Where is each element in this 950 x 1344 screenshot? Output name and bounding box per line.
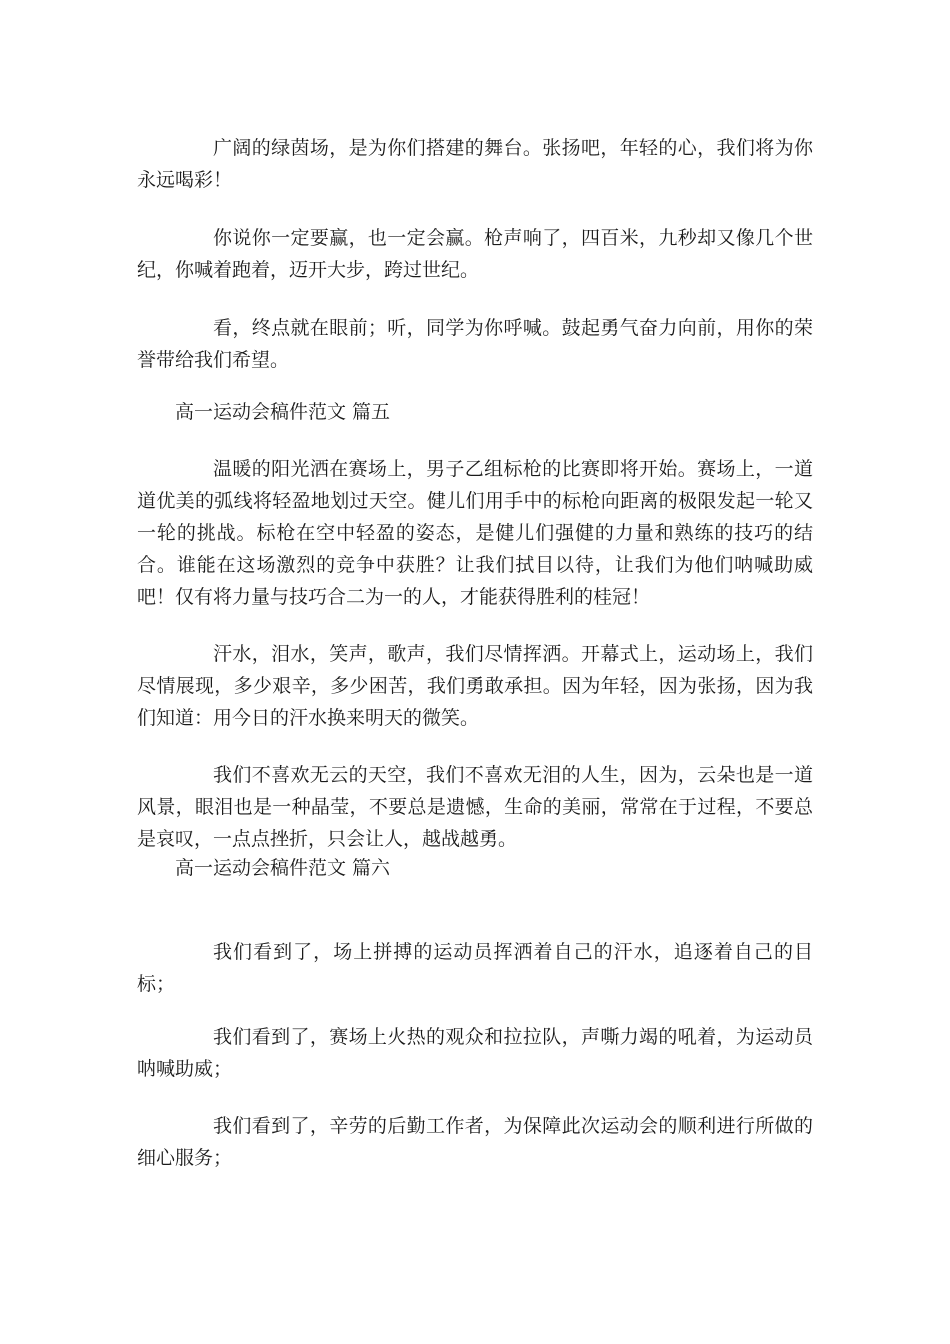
- paragraph: 我们看到了，赛场上火热的观众和拉拉队，声嘶力竭的吼着，为运动员呐喊助威；: [137, 1026, 813, 1080]
- paragraph: 看，终点就在眼前；听，同学为你呼喊。鼓起勇气奋力向前，用你的荣誉带给我们希望。: [137, 317, 813, 371]
- paragraph: 汗水，泪水，笑声，歌声，我们尽情挥洒。开幕式上，运动场上，我们尽情展现，多少艰辛，多少困苦，我们勇敢承担。因为年轻，因为张扬，因为我们知道：用今日的汗水换来明天的微笑。: [137, 643, 813, 729]
- paragraph: 我们看到了，场上拼搏的运动员挥洒着自己的汗水，追逐着自己的目标；: [137, 941, 813, 995]
- section-heading: 高一运动会稿件范文 篇五: [175, 401, 391, 423]
- paragraph: 我们不喜欢无云的天空，我们不喜欢无泪的人生，因为，云朵也是一道风景，眼泪也是一种晶莹，不要总是遗憾，生命的美丽，常常在于过程，不要总是哀叹，一点点挫折，只会让人，越战越勇。: [137, 764, 813, 850]
- paragraph: 我们看到了，辛劳的后勤工作者，为保障此次运动会的顺利进行所做的细心服务；: [137, 1115, 813, 1169]
- paragraph: 温暖的阳光洒在赛场上，男子乙组标枪的比赛即将开始。赛场上，一道道优美的弧线将轻盈地划过天空。健儿们用手中的标枪向距离的极限发起一轮又一轮的挑战。标枪在空中轻盈的姿态，是健儿们强健的力量和熟练的技巧的结合。谁能在这场激烈的竞争中获胜？让我们拭目以待，让我们为他们呐喊助威吧！仅有将力量与技巧合二为一的人，才能获得胜利的桂冠！: [137, 458, 813, 608]
- paragraph: 你说你一定要赢，也一定会赢。枪声响了，四百米，九秒却又像几个世纪，你喊着跑着，迈开大步，跨过世纪。: [137, 227, 813, 281]
- section-heading: 高一运动会稿件范文 篇六: [175, 857, 391, 879]
- paragraph: 广阔的绿茵场，是为你们搭建的舞台。张扬吧，年轻的心，我们将为你永远喝彩！: [137, 137, 813, 191]
